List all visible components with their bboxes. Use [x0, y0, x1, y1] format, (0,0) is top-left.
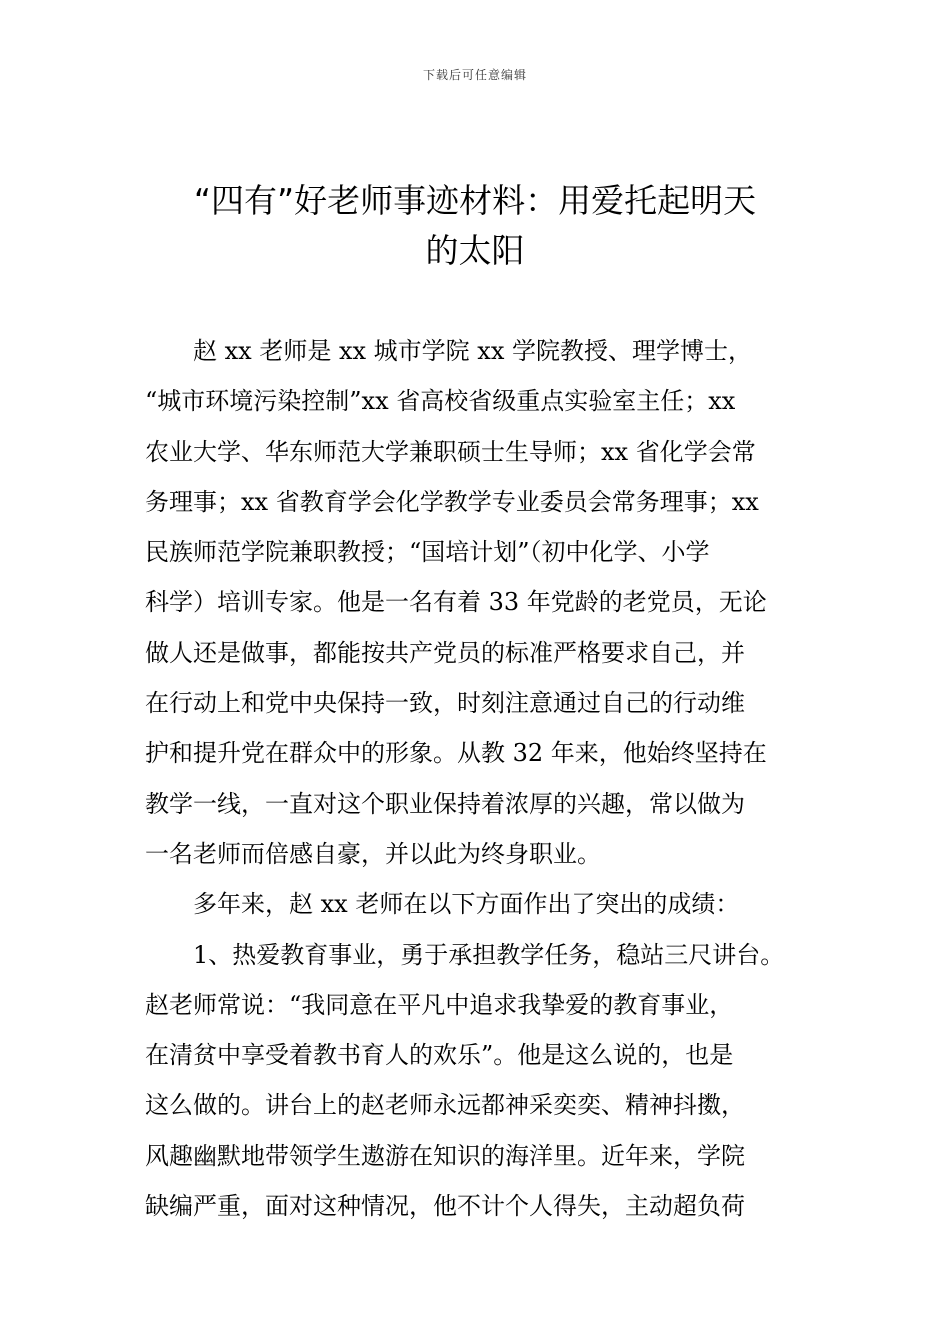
body-line: 1、热爱教育事业，勇于承担教学任务，稳站三尺讲台。: [193, 940, 785, 969]
body-line: 多年来，赵 xx 老师在以下方面作出了突出的成绩：: [193, 890, 740, 919]
header-note: 下载后可任意编辑: [422, 68, 527, 82]
body-line: 赵 xx 老师是 xx 城市学院 xx 学院教授、理学博士，: [193, 337, 752, 365]
document-body: [145, 326, 835, 1231]
body-line: 护和提升党在群众中的形象。从教 32 年来，他始终坚持在: [145, 739, 767, 768]
body-line: 在行动上和党中央保持一致，时刻注意通过自己的行动维: [145, 689, 745, 718]
body-line: 民族师范学院兼职教授；“国培计划”（初中化学、小学: [145, 538, 710, 567]
body-line: “城市环境污染控制”xx 省高校省级重点实验室主任；xx: [145, 387, 736, 416]
title-line-1: “四有”好老师事迹材料：用爱托起明天: [193, 181, 757, 220]
body-line: 农业大学、华东师范大学兼职硕士生导师；xx 省化学会常: [145, 437, 756, 466]
body-line: 一名老师而倍感自豪，并以此为终身职业。: [145, 839, 601, 868]
body-line: 务理事；xx 省教育学会化学教学专业委员会常务理事；xx: [145, 487, 759, 516]
title-line-2: 的太阳: [425, 231, 525, 270]
body-line: 赵老师常说：“我同意在平凡中追求我挚爱的教育事业，: [145, 990, 734, 1019]
body-line: 这么做的。讲台上的赵老师永远都神采奕奕、精神抖擞，: [145, 1091, 745, 1120]
document-title: [130, 176, 820, 276]
body-line: 科学）培训专家。他是一名有着 33 年党龄的老党员，无论: [145, 588, 767, 617]
body-line: 在清贫中享受着教书育人的欢乐”。他是这么说的，也是: [145, 1041, 734, 1070]
body-line: 做人还是做事，都能按共产党员的标准严格要求自己，并: [145, 638, 745, 667]
body-line: 教学一线，一直对这个职业保持着浓厚的兴趣，常以做为: [145, 789, 745, 818]
body-line: 缺编严重，面对这种情况，他不计个人得失，主动超负荷: [145, 1192, 745, 1221]
body-line: 风趣幽默地带领学生遨游在知识的海洋里。近年来，学院: [145, 1141, 745, 1170]
